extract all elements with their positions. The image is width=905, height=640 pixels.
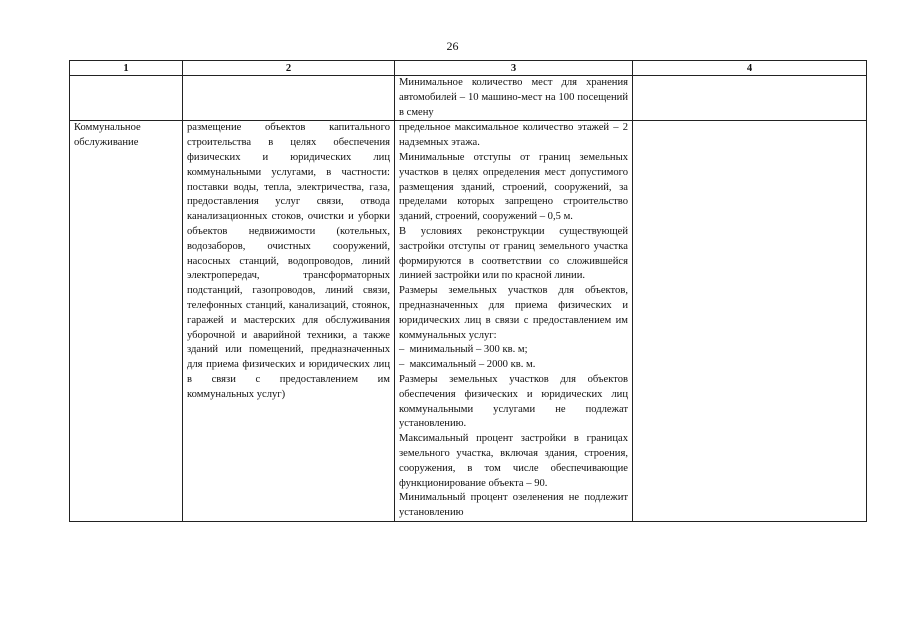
use-type-cell: Коммунальное обслуживание bbox=[70, 121, 183, 522]
parameter-paragraph: Размеры земельных участков для объектов обеспечения физических и юридических лиц коммунальными услугами не подлежат установлению. bbox=[399, 373, 628, 430]
parameters-cell bbox=[395, 121, 633, 522]
parameter-paragraph: Минимальный процент озеленения не подлежит установлению bbox=[399, 492, 628, 519]
column-header-4: 4 bbox=[633, 61, 867, 76]
column-header-1: 1 bbox=[70, 61, 183, 76]
use-description-cell: размещение объектов капитального строительства в целях обеспечения физических и юридических лиц коммунальными услугами, в частности: поставки воды, тепла, электричества, газа, предоставления услуг связи, отвода канализационных стоков, очистки и уборки объектов недвижимости (котельных, водозаборов, очистных сооружений, насосных станций, водопроводов, линий электропередач, трансформаторных подстанций, газопроводов, линий связи, телефонных станций, канализаций, стоянок, гаражей и мастерских для обслуживания уборочной и аварийной техники, а также зданий или помещений, предназначенных для приема физических и юридических лиц в связи с предоставлением им коммунальных услуг) bbox=[183, 121, 395, 522]
parameter-paragraph: Минимальное количество мест для хранения автомобилей – 10 машино-мест на 100 посещений в смену bbox=[399, 77, 628, 118]
parameter-paragraph: предельное максимальное количество этажей – 2 надземных этажа. bbox=[399, 122, 628, 149]
parameter-paragraph: Максимальный процент застройки в границах земельного участка, включая здания, строения, сооружения, в том числе обеспечивающие функционирование объекта – 90. bbox=[399, 433, 628, 489]
use-description-cell bbox=[183, 76, 395, 121]
table-row bbox=[70, 76, 867, 121]
notes-cell bbox=[633, 121, 867, 522]
parameter-paragraph: В условиях реконструкции существующей застройки отступы от границ земельного участка формируются в соответствии со сложившейся линией застройки или по красной линии. bbox=[399, 225, 628, 282]
parameter-list-item: – минимальный – 300 кв. м; bbox=[399, 344, 528, 356]
parameter-list-item: – максимальный – 2000 кв. м. bbox=[399, 359, 536, 371]
regulations-table bbox=[69, 60, 867, 522]
parameters-cell bbox=[395, 76, 633, 121]
parameter-paragraph: Минимальные отступы от границ земельных участков в целях определения мест допустимого размещения зданий, строений, сооружений, за пределами которых запрещено строительство зданий, строений, сооружений – 0,5 м. bbox=[399, 151, 628, 223]
column-header-3: 3 bbox=[395, 61, 633, 76]
table-header-row bbox=[70, 61, 867, 76]
notes-cell bbox=[633, 76, 867, 121]
column-header-2: 2 bbox=[183, 61, 395, 76]
table-row bbox=[70, 121, 867, 522]
page-number: 26 bbox=[446, 39, 459, 53]
use-type-cell bbox=[70, 76, 183, 121]
parameter-paragraph: Размеры земельных участков для объектов, предназначенных для приема физических и юридических лиц в связи с предоставлением им коммунальных услуг: bbox=[399, 285, 628, 341]
